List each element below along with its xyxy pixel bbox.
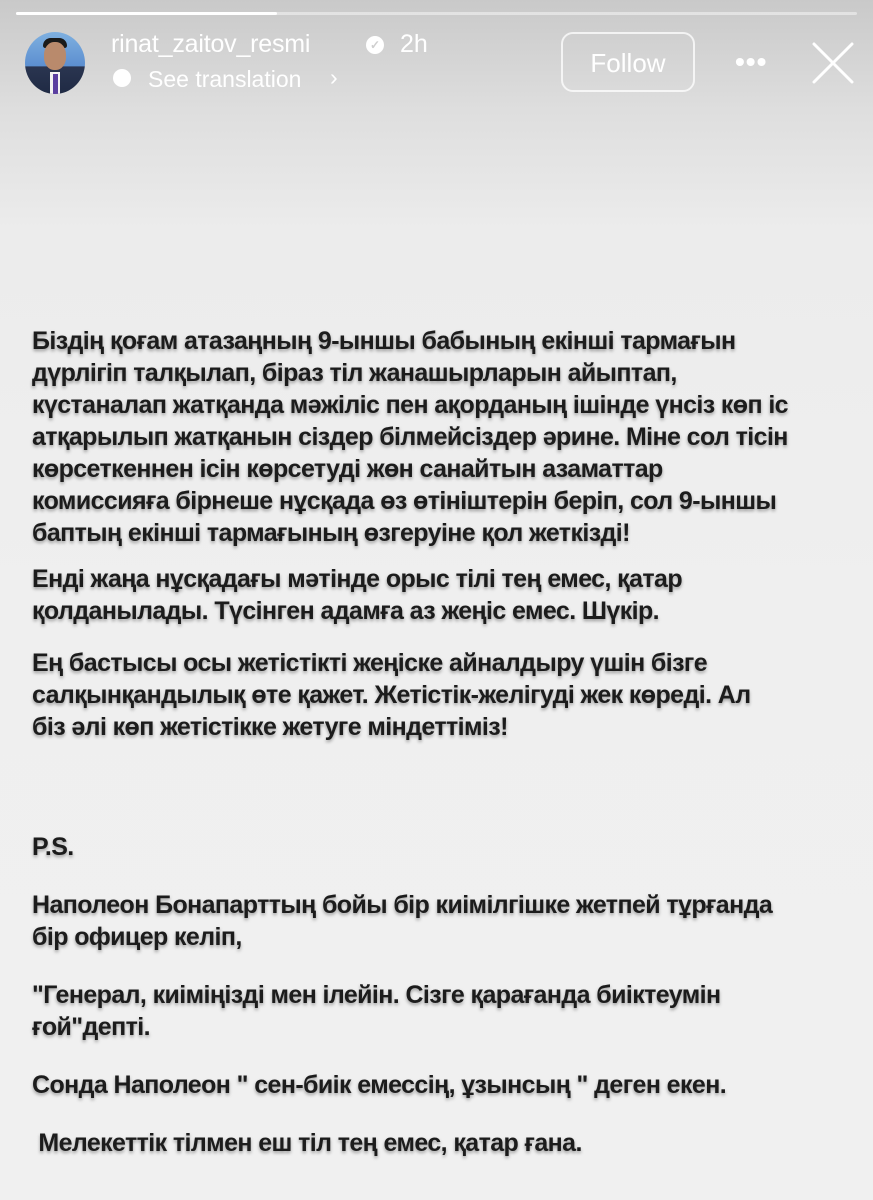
see-translation-link[interactable]: See translation	[148, 66, 302, 92]
translation-bubble-icon	[113, 69, 131, 87]
text-line: "Генерал, киіміңізді мен ілейін. Сізге қарағанда биіктеумін	[32, 981, 721, 1009]
text-line: Енді жаңа нұсқадағы мәтінде орыс тілі тең емес, қатар	[32, 565, 682, 593]
text-line: Ең бастысы осы жетістікті жеңіске айналдыру үшін бізге	[32, 649, 708, 677]
text-line: бір офицер келіп,	[32, 923, 242, 951]
text-line: біз әлі көп жетістікке жетуге міндеттіміз!	[32, 713, 508, 741]
text-line: баптың екінші тармағының өзгеруіне қол жеткізді!	[32, 519, 630, 547]
text-line: комиссияға бірнеше нұсқада өз өтініштерін беріп, сол 9-ыншы	[32, 487, 777, 515]
username[interactable]: rinat_zaitov_resmi	[111, 30, 311, 58]
close-icon[interactable]	[811, 42, 855, 84]
text-line: көрсеткеннен ісін көрсетуді жөн санайтын азаматтар	[32, 455, 663, 483]
text-line: Біздің қоғам атазаңның 9-ыншы бабының екінші тармағын	[32, 327, 736, 355]
text-line: атқарылып жатқанын сіздер білмейсіздер әрине. Міне сол тісін	[32, 423, 788, 451]
text-line: Мелекеттік тілмен еш тіл тең емес, қатар ғана.	[32, 1129, 582, 1157]
avatar[interactable]	[25, 32, 85, 94]
chevron-right-icon: ›	[330, 64, 338, 90]
more-options-icon[interactable]: •••	[735, 46, 768, 77]
text-line: күстаналап жатқанда мәжіліс пен ақорданың ішінде үнсіз көп іс	[32, 391, 788, 419]
text-line: Наполеон Бонапарттың бойы бір киімілгішке жетпей тұрғанда	[32, 891, 773, 919]
text-line: салқынқандылық өте қажет. Жетістік-желігуді жек көреді. Ал	[32, 681, 751, 709]
post-time: 2h	[400, 30, 428, 58]
follow-button[interactable]: Follow	[561, 32, 695, 92]
verified-badge-icon: ✓	[366, 36, 384, 54]
story-progress-bar	[16, 12, 857, 15]
text-line: Сонда Наполеон " сен-биік емессің, ұзынсың " деген екен.	[32, 1071, 727, 1099]
text-line: ғой"депті.	[32, 1013, 150, 1041]
story-progress-fill	[16, 12, 277, 15]
text-line: қолданылады. Түсінген адамға аз жеңіс емес. Шүкір.	[32, 597, 659, 625]
ps-label: P.S.	[32, 833, 74, 861]
text-line: дүрлігіп талқылап, біраз тіл жанашырларын айыптап,	[32, 359, 677, 387]
